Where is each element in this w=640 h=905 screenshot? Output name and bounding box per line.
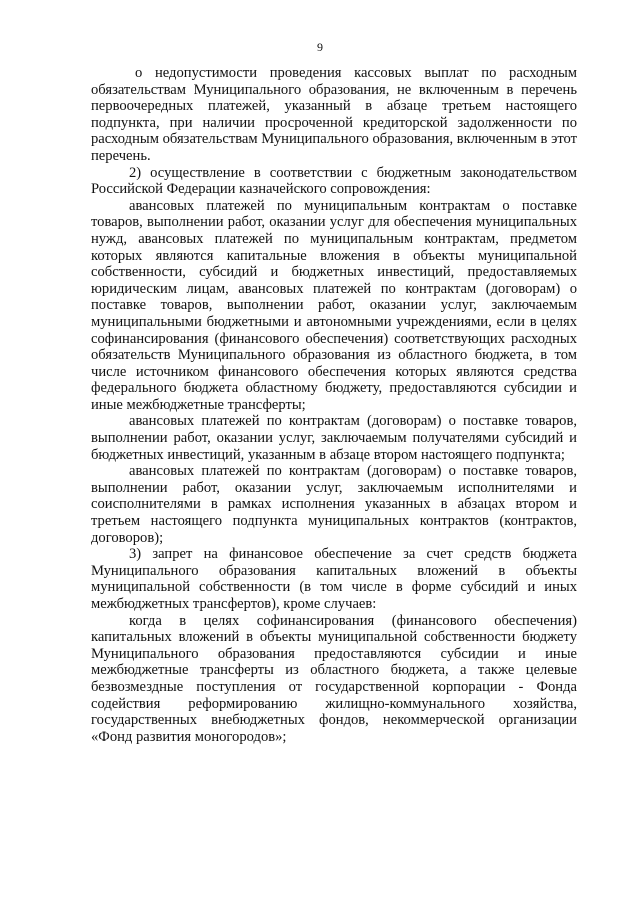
paragraph-cofinancing-exception: когда в целях софинансирования (финансового обеспечения) капитальных вложений в объекты муниципальной собственности бюджету Муниципального образования предоставляются субсидии и иные межбюджетные трансферты из областного бюджета, а также целевые безвозмездные поступления от государственной корпорации - Фонда содействия реформированию жилищно-коммунального хозяйства, государственных внебюджетных фондов, некоммерческой организации «Фонд развития моногородов»; xyxy=(91,612,577,745)
paragraph-advance-contractors: авансовых платежей по контрактам (договорам) о поставке товаров, выполнении работ, оказании услуг, заключаемым исполнителями и соисполнителями в рамках исполнения указанных в абзацах втором и третьем настоящего подпункта муниципальных контрактов (контрактов, договоров); xyxy=(91,463,577,546)
paragraph-cash-payments: о недопустимости проведения кассовых выплат по расходным обязательствам Муниципального образования, не включенным в перечень первоочередных платежей, указанный в абзаце третьем настоящего подпункта, при наличии просроченной кредиторской задолженности по расходным обязательствам Муниципального образования, включенным в этот перечень. xyxy=(91,65,577,164)
paragraph-advance-subsidy-recipients: авансовых платежей по контрактам (договорам) о поставке товаров, выполнении работ, оказании услуг, заключаемым получателями субсидий и бюджетных инвестиций, указанным в абзаце втором настоящего подпункта; xyxy=(91,413,577,463)
paragraph-treasury-support: 2) осуществление в соответствии с бюджетным законодательством Российской Федерации казначейского сопровождения: xyxy=(91,164,577,198)
page-number: 9 xyxy=(317,40,323,54)
paragraph-advance-municipal-contracts: авансовых платежей по муниципальным контрактам о поставке товаров, выполнении работ, оказании услуг для обеспечения муниципальных нужд, авансовых платежей по муниципальным контрактам, предметом которых являются капитальные вложения в объекты муниципальной собственности, субсидий и бюджетных инвестиций, предоставляемых юридическим лицам, авансовых платежей по контрактам (договорам) о поставке товаров, выполнении работ, оказании услуг, заключаемым муниципальными бюджетными и автономными учреждениями, если в целях софинансирования (финансового обеспечения) соответствующих расходных обязательств Муниципального образования из областного бюджета, в том числе источником финансового обеспечения которых являются средства федерального бюджета областному бюджету, предоставляются субсидии и иные межбюджетные трансферты; xyxy=(91,197,577,413)
document-body xyxy=(91,65,577,745)
paragraph-capital-investment-ban: 3) запрет на финансовое обеспечение за счет средств бюджета Муниципального образования капитальных вложений в объекты муниципальной собственности (в том числе в форме субсидий и иных межбюджетных трансфертов), кроме случаев: xyxy=(91,546,577,612)
